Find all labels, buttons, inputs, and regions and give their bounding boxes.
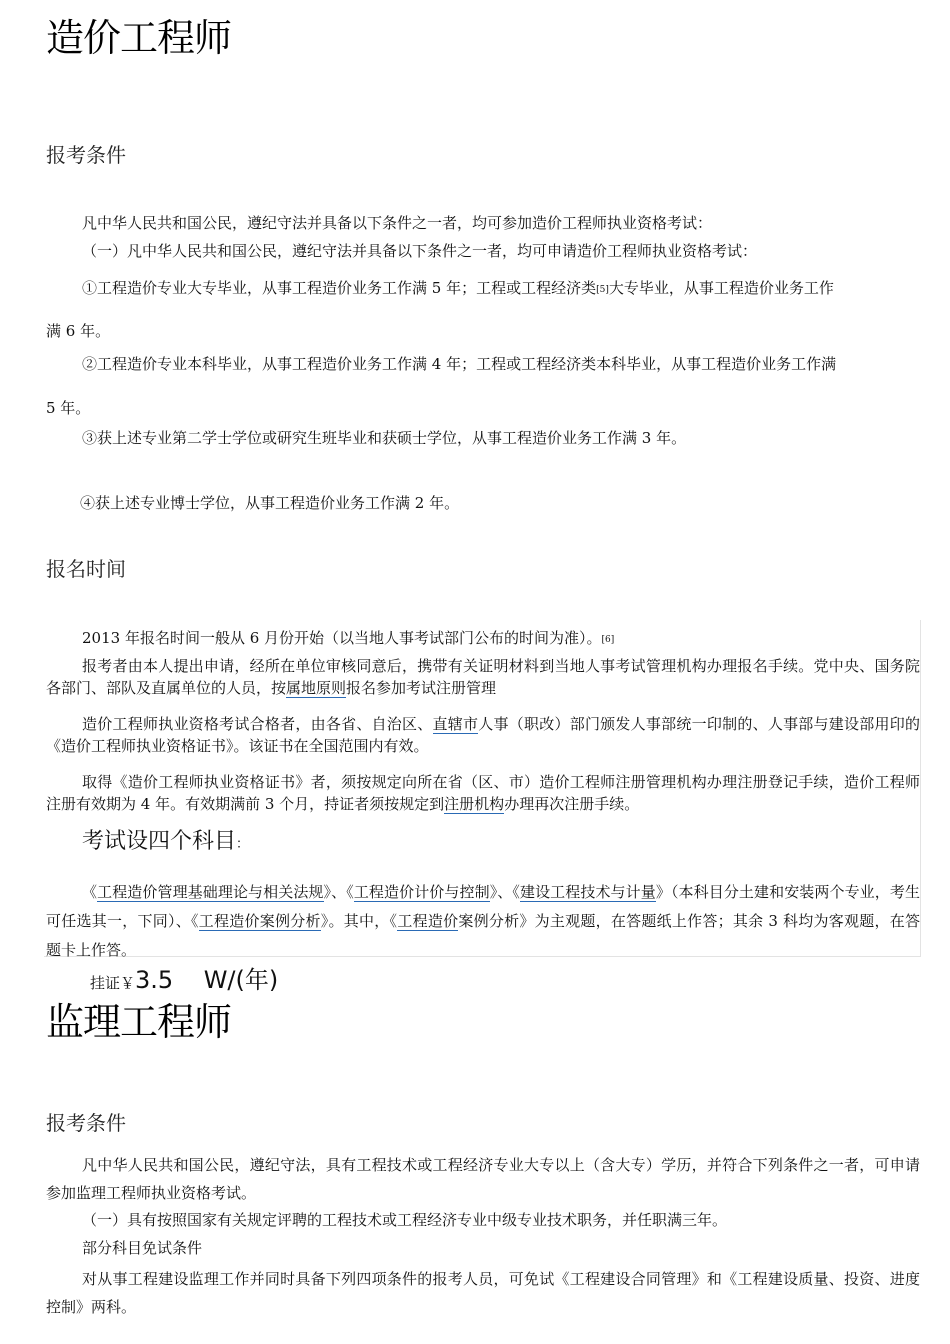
page-title-cost-engineer: 造价工程师 bbox=[46, 16, 232, 60]
subjects-heading-text: 考试设四个科目 bbox=[82, 829, 237, 854]
section-heading-requirements-supervisor: 报考条件 bbox=[46, 1111, 126, 1135]
subjects-punct: 》、《 bbox=[489, 883, 520, 901]
registration-time-text: 2013 年报名时间一般从 6 月份开始（以当地人事考试部门公布的时间为准）。 bbox=[82, 629, 602, 647]
certificate-price-label: 挂证￥ bbox=[90, 974, 136, 992]
page-title-supervising-engineer: 监理工程师 bbox=[46, 1000, 232, 1044]
registration-text-b: 办理再次注册手续。 bbox=[504, 795, 640, 813]
link-subject-technology-measurement[interactable]: 建设工程技术与计量 bbox=[519, 883, 656, 901]
condition-1-continued: 满 6 年。 bbox=[46, 322, 111, 340]
link-cost-engineering[interactable]: 工程造价 bbox=[397, 912, 459, 930]
link-registration-agency[interactable]: 注册机构 bbox=[444, 795, 505, 813]
citation-6[interactable]: [6] bbox=[601, 635, 615, 645]
condition-4: ④获上述专业博士学位，从事工程造价业务工作满 2 年。 bbox=[80, 494, 460, 512]
supervisor-requirements-intro: 凡中华人民共和国公民，遵纪守法，具有工程技术或工程经济专业大专以上（含大专）学历，并符合下列条件之一者，可申请参加监理工程师执业资格考试。 bbox=[46, 1156, 920, 1202]
condition-1-line bbox=[82, 277, 834, 301]
subjects-heading-mark: ： bbox=[236, 837, 250, 852]
application-text-a: 报考者由本人提出申请，经所在单位审核同意后，携带有关证明材料到当地人事考试管理机构办理报名手续。党中央、国务院各部门、部队及直属单位的人员，按 bbox=[46, 657, 920, 697]
link-territorial-principle[interactable]: 属地原则 bbox=[286, 679, 347, 697]
link-subject-regulations[interactable]: 工程造价管理基础理论与相关法规 bbox=[97, 883, 324, 901]
subjects-punct: 》、《 bbox=[323, 883, 354, 901]
application-text-b: 报名参加考试注册管理 bbox=[346, 679, 497, 697]
link-subject-pricing-control[interactable]: 工程造价计价与控制 bbox=[353, 883, 490, 901]
subjects-punct: 《 bbox=[82, 883, 98, 901]
subjects-heading bbox=[82, 828, 249, 859]
certificate-text-b: 人事（职改）部门颁发人事部统一印制的、人事部与建设部用印的《造价工程师执业资格证书》。该证书在全国范围内有效。 bbox=[46, 715, 920, 755]
subjects-text: 》（本科目分土建和安装两个专业，考生可任选其一，下同）、《 bbox=[46, 883, 920, 930]
subjects-text: 案例分析》为主观题，在答题纸上作答；其余 3 科均为客观题，在答题卡上作答。 bbox=[46, 912, 920, 959]
registration-text-a: 取得《造价工程师执业资格证书》者，须按规定向所在省（区、市）造价工程师注册管理机构办理注册登记手续，造价工程师注册有效期为 4 年。有效期满前 3 个月，持证者须按规定到 bbox=[46, 773, 920, 813]
paragraph-application-procedure bbox=[46, 655, 920, 699]
citation-5[interactable]: [5] bbox=[596, 285, 609, 295]
condition-1-text-b: 大专毕业，从事工程造价业务工作 bbox=[608, 279, 834, 297]
condition-3: ③获上述专业第二学士学位或研究生班毕业和获硕士学位，从事工程造价业务工作满 3 年。 bbox=[82, 429, 687, 447]
exemption-heading: 部分科目免试条件 bbox=[82, 1239, 203, 1257]
link-subject-case-analysis[interactable]: 工程造价案例分析 bbox=[198, 912, 321, 930]
condition-2-line: ②工程造价专业本科毕业，从事工程造价业务工作满 4 年；工程或工程经济类本科毕业，从事工程造价业务工作满 bbox=[82, 355, 837, 373]
condition-1-text-a: ①工程造价专业大专毕业，从事工程造价业务工作满 5 年；工程或工程经济类 bbox=[82, 279, 597, 297]
subjects-text: 》。其中，《 bbox=[320, 912, 398, 930]
paragraph-subjects bbox=[46, 878, 920, 965]
section-heading-requirements: 报考条件 bbox=[46, 143, 126, 167]
exemption-text: 对从事工程建设监理工作并同时具备下列四项条件的报考人员，可免试《工程建设合同管理》和《工程建设质量、投资、进度控制》两科。 bbox=[46, 1270, 920, 1316]
requirements-intro: 凡中华人民共和国公民，遵纪守法并具备以下条件之一者，均可参加造价工程师执业资格考试： bbox=[82, 214, 713, 232]
paragraph-registration bbox=[46, 771, 920, 815]
supervisor-requirements-item-1: （一）具有按照国家有关规定评聘的工程技术或工程经济专业中级专业技术职务，并任职满三年。 bbox=[82, 1211, 728, 1229]
certificate-price-value: 3.5 W/(年) bbox=[135, 966, 279, 994]
paragraph-certificate-issue bbox=[46, 713, 920, 757]
condition-2-continued: 5 年。 bbox=[46, 399, 91, 417]
certificate-text-a: 造价工程师执业资格考试合格者，由各省、自治区、 bbox=[82, 715, 433, 733]
registration-time-line bbox=[82, 627, 614, 651]
section-heading-registration-time: 报名时间 bbox=[46, 557, 126, 581]
link-municipality[interactable]: 直辖市 bbox=[432, 715, 479, 733]
requirements-item-1: （一）凡中华人民共和国公民，遵纪守法并具备以下条件之一者，均可申请造价工程师执业资格考试： bbox=[82, 242, 758, 260]
certificate-price-line bbox=[90, 960, 278, 995]
